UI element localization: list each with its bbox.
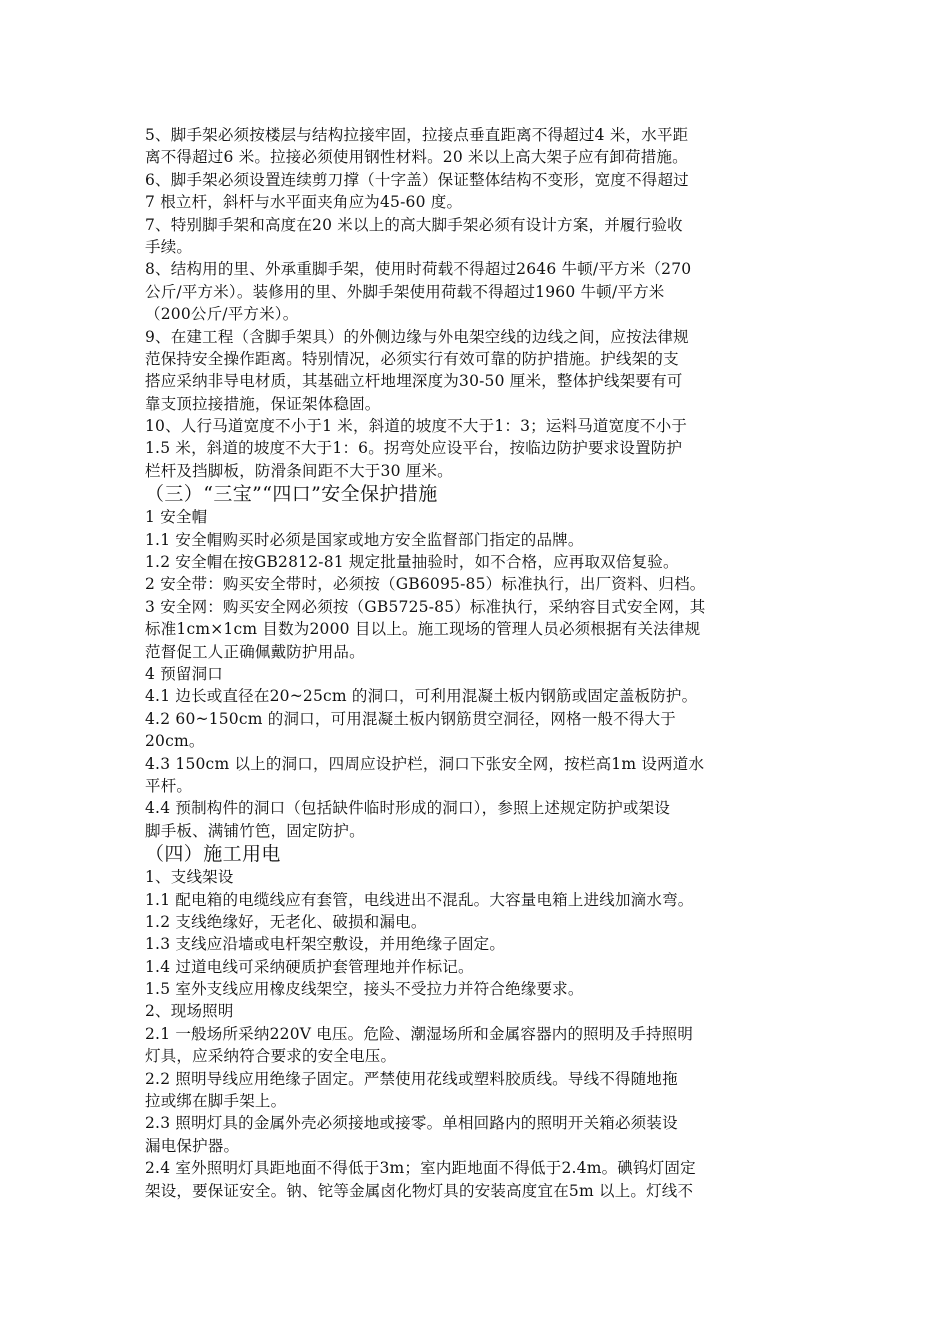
text-line: 2.1 一般场所采纳220V 电压。危险、潮湿场所和金属容器内的照明及手持照明 <box>145 1024 694 1043</box>
text-line: （200公斤/平方米）。 <box>145 305 299 324</box>
text-line: 栏杆及挡脚板，防滑条间距不大于30 厘米。 <box>145 461 453 480</box>
text-line: 标准1cm×1cm 目数为2000 目以上。施工现场的管理人员必须根据有关法律规 <box>145 620 701 639</box>
text-line: 4.4 预制构件的洞口（包括缺件临时形成的洞口），参照上述规定防护或架设 <box>145 799 671 818</box>
text-line: 2、现场照明 <box>145 1002 234 1021</box>
text-line: 平杆。 <box>145 776 193 795</box>
text-line: 1.1 安全帽购买时必须是国家或地方安全监督部门指定的品牌。 <box>145 530 584 549</box>
text-line: 漏电保护器。 <box>145 1136 240 1155</box>
text-line: 7、特别脚手架和高度在20 米以上的高大脚手架必须有设计方案，并履行验收 <box>145 215 683 234</box>
text-line: 10、人行马道宽度不小于1 米，斜道的坡度不大于1：3；运料马道宽度不小于 <box>145 417 688 436</box>
document-page <box>145 124 810 1202</box>
text-line: 20cm。 <box>145 732 205 751</box>
text-line: 4 预留洞口 <box>145 664 223 683</box>
text-line: 9、在建工程（含脚手架具）的外侧边缘与外电架空线的边线之间，应按法律规 <box>145 327 689 346</box>
text-line: 搭应采纳非导电材质，其基础立杆地埋深度为30-50 厘米，整体护线架要有可 <box>145 372 683 391</box>
section-heading-four: （四）施工用电 <box>145 843 281 866</box>
section-heading-three: （三）“三宝”“四口”安全保护措施 <box>145 483 438 506</box>
text-line: 2.3 照明灯具的金属外壳必须接地或接零。单相回路内的照明开关箱必须装设 <box>145 1114 678 1133</box>
text-line: 手续。 <box>145 237 193 256</box>
text-line: 1、支线架设 <box>145 868 234 887</box>
text-line: 拉或绑在脚手架上。 <box>145 1092 287 1111</box>
text-line: 1.4 过道电线可采纳硬质护套管理地并作标记。 <box>145 957 474 976</box>
text-line: 8、结构用的里、外承重脚手架，使用时荷载不得超过2646 牛顿/平方米（270 <box>145 260 692 279</box>
text-line: 1.5 米，斜道的坡度不大于1：6。拐弯处应设平台，按临边防护要求设置防护 <box>145 439 683 458</box>
text-line: 范督促工人正确佩戴防护用品。 <box>145 642 365 661</box>
text-line: 4.3 150cm 以上的洞口，四周应设护栏，洞口下张安全网，按栏高1m 设两道水 <box>145 754 705 773</box>
text-line: 离不得超过6 米。拉接必须使用钢性材料。20 米以上高大架子应有卸荷措施。 <box>145 148 688 167</box>
text-line: 灯具，应采纳符合要求的安全电压。 <box>145 1047 397 1066</box>
text-line: 1.2 支线绝缘好，无老化、破损和漏电。 <box>145 912 427 931</box>
text-line: 脚手板、满铺竹笆，固定防护。 <box>145 821 365 840</box>
text-line: 4.2 60~150cm 的洞口，可用混凝土板内钢筋贯空洞径，网格一般不得大于 <box>145 709 676 728</box>
text-line: 1 安全帽 <box>145 508 208 527</box>
text-line: 5、脚手架必须按楼层与结构拉接牢固，拉接点垂直距离不得超过4 米，水平距 <box>145 126 689 144</box>
text-line: 2.4 室外照明灯具距地面不得低于3m；室内距地面不得低于2.4m。碘钨灯固定 <box>145 1159 696 1178</box>
text-line: 2 安全带：购买安全带时，必须按（GB6095-85）标准执行，出厂资料、归档。 <box>145 575 706 594</box>
text-line: 6、脚手架必须设置连续剪刀撑（十字盖）保证整体结构不变形，宽度不得超过 <box>145 170 689 189</box>
text-line: 架设，要保证安全。钠、铊等金属卤化物灯具的安装高度宜在5m 以上。灯线不 <box>145 1181 694 1200</box>
text-line: 范保持安全操作距离。特别情况，必须实行有效可靠的防护措施。护线架的支 <box>145 349 679 368</box>
text-line: 靠支顶拉接措施，保证架体稳固。 <box>145 394 381 413</box>
text-line: 4.1 边长或直径在20~25cm 的洞口，可利用混凝土板内钢筋或固定盖板防护。 <box>145 687 698 706</box>
text-line: 1.3 支线应沿墙或电杆架空敷设，并用绝缘子固定。 <box>145 935 506 954</box>
text-line: 1.1 配电箱的电缆线应有套管，电线进出不混乱。大容量电箱上进线加滴水弯。 <box>145 890 694 909</box>
text-line: 公斤/平方米）。装修用的里、外脚手架使用荷载不得超过1960 牛顿/平方米 <box>145 282 665 301</box>
text-line: 2.2 照明导线应用绝缘子固定。严禁使用花线或塑料胶质线。导线不得随地拖 <box>145 1069 678 1088</box>
text-line: 1.2 安全帽在按GB2812-81 规定批量抽验时，如不合格，应再取双倍复验。 <box>145 553 679 572</box>
text-line: 3 安全网：购买安全网必须按（GB5725-85）标准执行，采纳容目式安全网，其 <box>145 597 706 616</box>
text-line: 7 根立杆，斜杆与水平面夹角应为45-60 度。 <box>145 193 463 212</box>
text-line: 1.5 室外支线应用橡皮线架空，接头不受拉力并符合绝缘要求。 <box>145 980 584 999</box>
